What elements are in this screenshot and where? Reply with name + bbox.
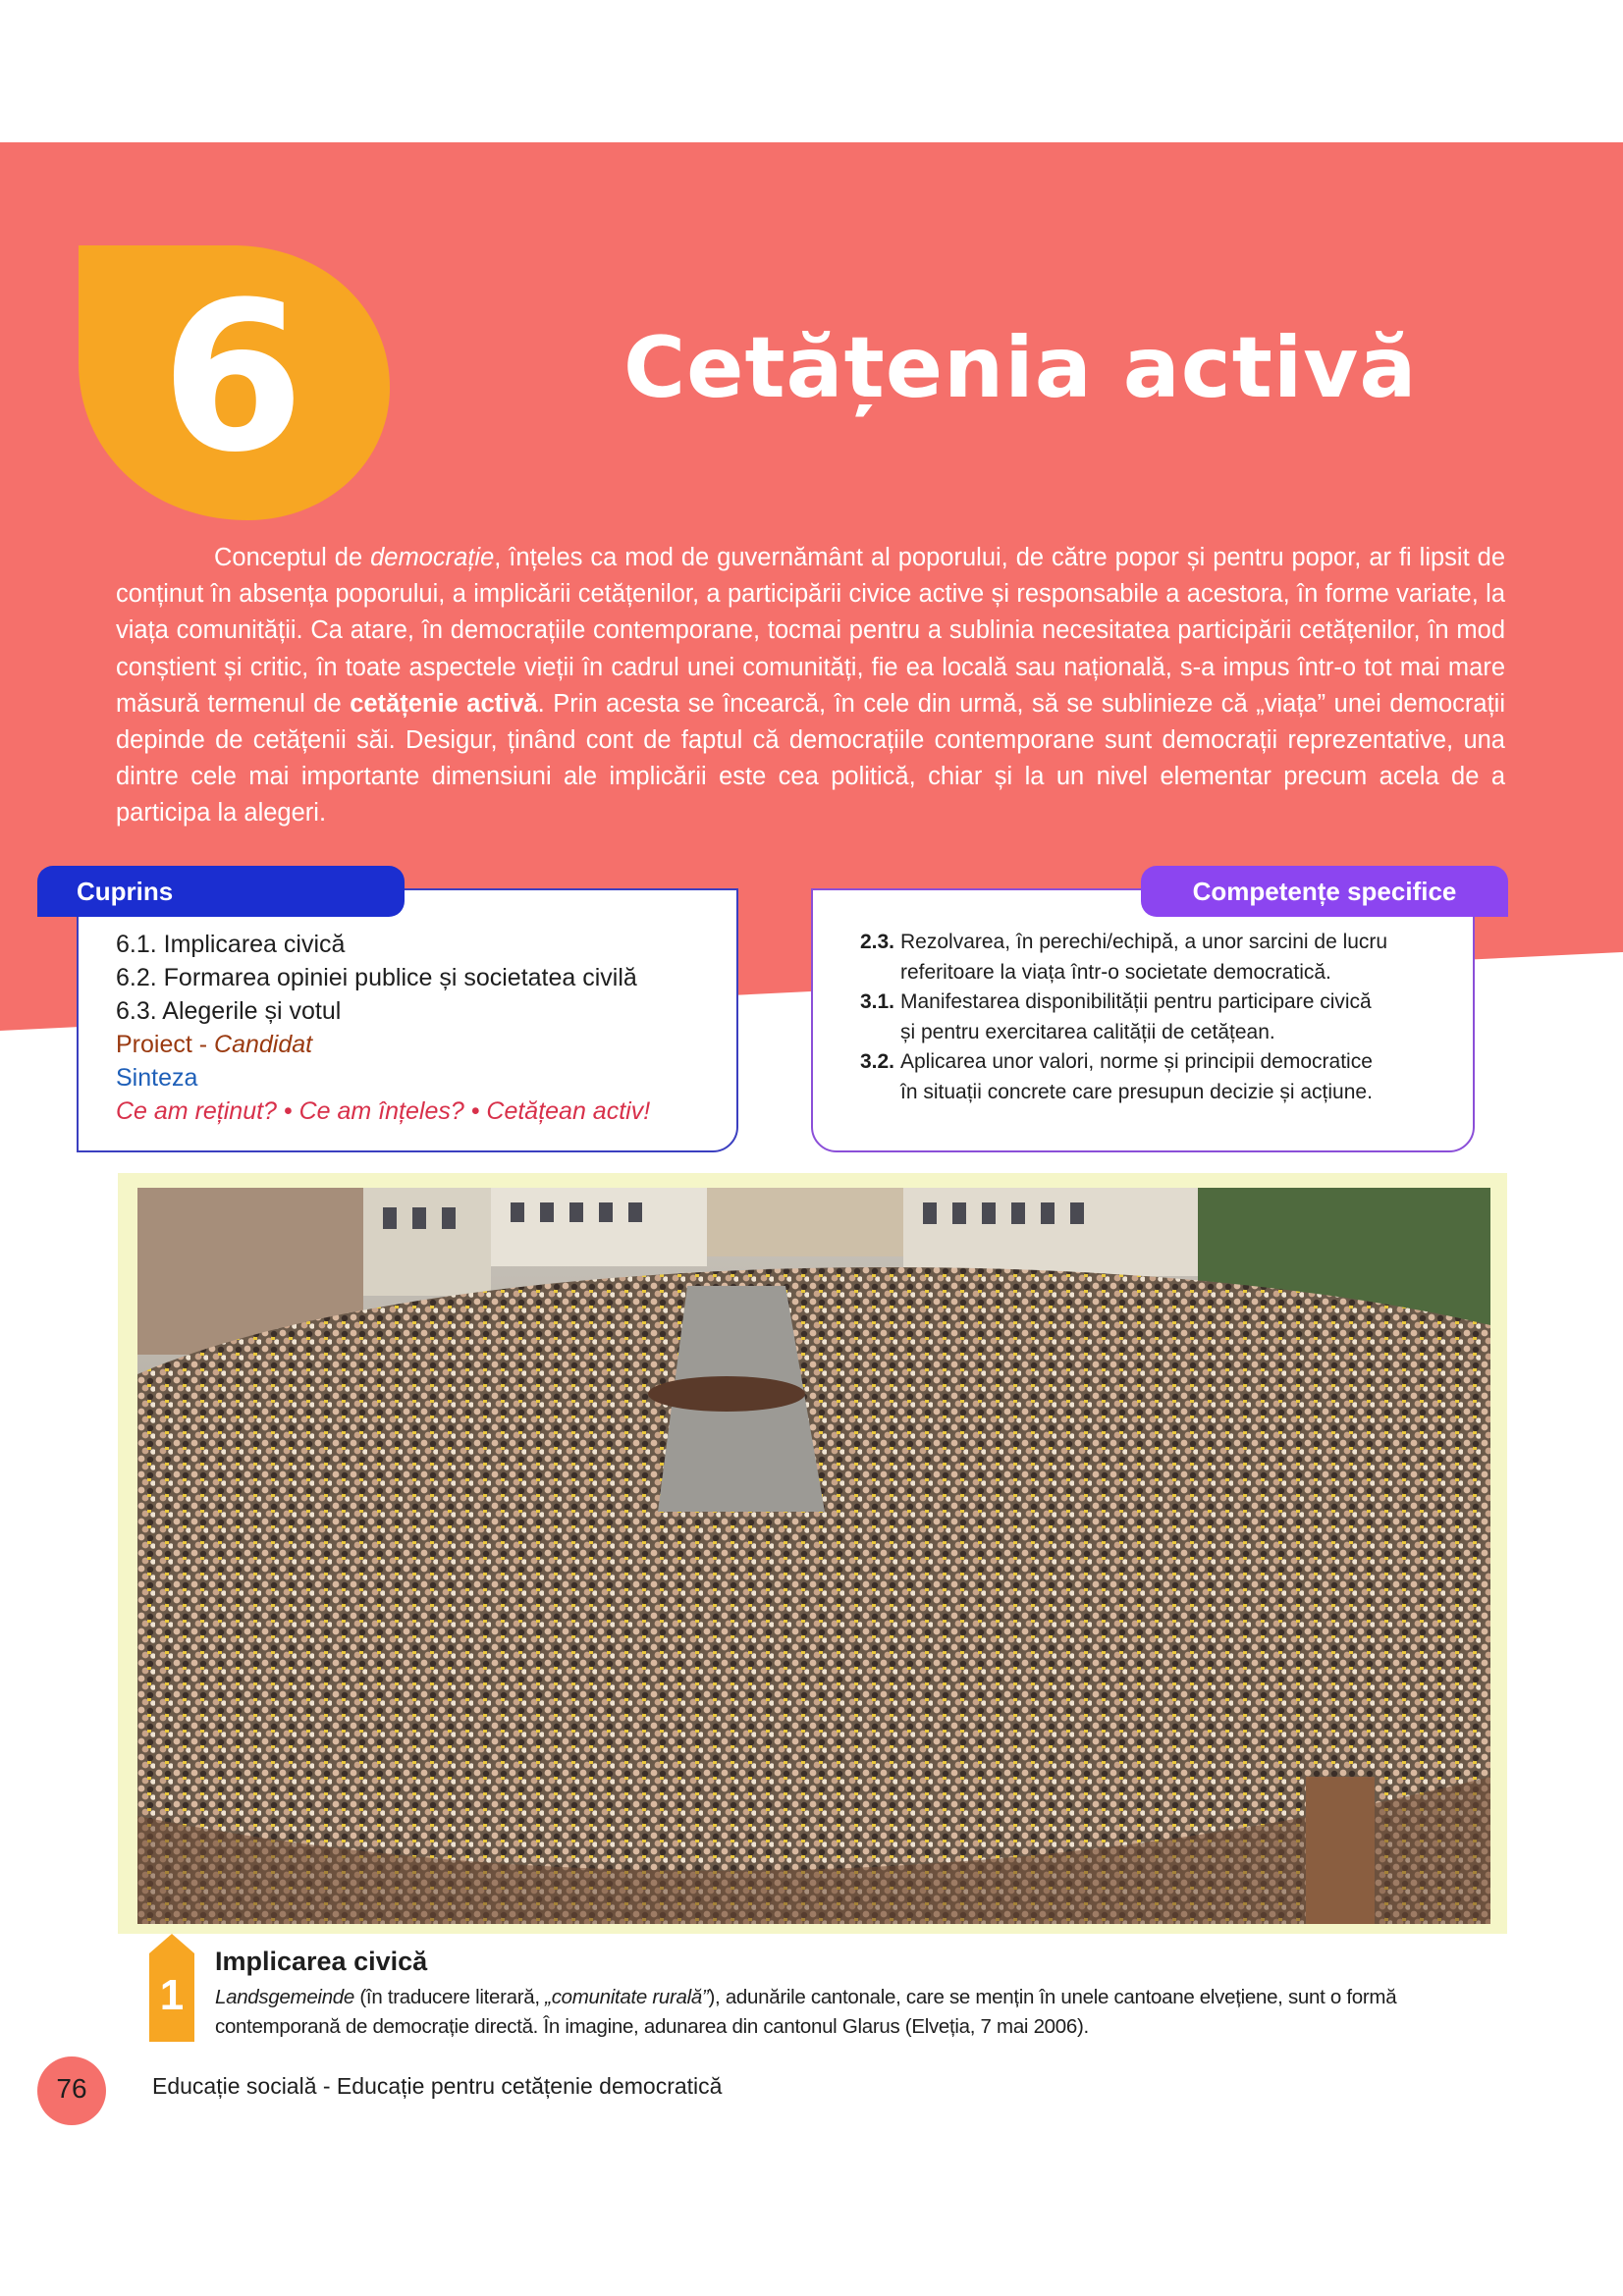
figure-number: 1 xyxy=(159,1971,185,2019)
competenta-item: 3.1. Manifestarea disponibilității pentru participare civică și pentru exercitarea calității de cetățean. xyxy=(859,990,1372,1043)
chapter-title: Cetățenia activă xyxy=(623,319,1418,417)
toc-item[interactable]: 6.3. Alegerile și votul xyxy=(116,997,342,1025)
competente-tab: Competențe specifice xyxy=(1141,866,1508,917)
page-number: 76 xyxy=(56,2073,87,2104)
figure-title: Implicarea civică xyxy=(215,1947,428,1976)
toc-sinteza[interactable]: Sinteza xyxy=(116,1064,198,1092)
chapter-number: 6 xyxy=(160,257,305,498)
toc-review[interactable]: Ce am reținut? • Ce am înțeles? • Cetățean activ! xyxy=(116,1097,651,1125)
toc-item[interactable]: 6.1. Implicarea civică xyxy=(116,931,346,958)
competente-list xyxy=(850,928,1449,1107)
cuprins-tab: Cuprins xyxy=(37,866,405,917)
table-of-contents xyxy=(116,928,650,1128)
figure-caption: Landsgemeinde (în traducere literară, „comunitate rurală”), adunările cantonale, care se mențin în unele cantoane elvețiene, sunt o formă contemporană de democrație directă. În imagine, adunarea din cantonul Glarus (Elveția, 7 mai 2006). xyxy=(215,1986,1397,2038)
footer-title: Educație socială - Educație pentru cetățenie democratică xyxy=(152,2073,723,2099)
toc-proiect[interactable]: Proiect - Candidat xyxy=(116,1031,313,1058)
competenta-item: 3.2. Aplicarea unor valori, norme și principii democratice în situații concrete care presupun decizie și acțiune. xyxy=(859,1050,1373,1103)
competenta-item: 2.3. Rezolvarea, în perechi/echipă, a unor sarcini de lucru referitoare la viața într-o societate democratică. xyxy=(859,931,1388,984)
landsgemeinde-crowd-photo xyxy=(137,1188,1490,1924)
intro-paragraph: Conceptul de democrație, înțeles ca mod de guvernământ al poporului, de către popor și pentru popor, ar fi lipsit de conținut în absența poporului, a implicării cetățenilor, a participării civice active și responsabile a acestora, în forme variate, la viața comunității. Ca atare, în democrațiile contemporane, tocmai pentru a sublinia necesitatea participării cetățenilor, în mod conștient și critic, în toate aspectele vieții în cadrul unei comunități, fie ea locală sau națională, s-a impus într-o tot mai mare măsură termenul de cetățenie activă. Prin acesta se încearcă, în cele din urmă, să se sublinieze că „viața” unei democrații depinde de cetățenii săi. Desigur, ținând cont de faptul că democrațiile contemporane sunt democrații reprezentative, una dintre cele mai importante dimensiuni ale implicării este cea politică, chiar și la un nivel elementar precum acela de a participa la alegeri. xyxy=(116,544,1506,828)
toc-item[interactable]: 6.2. Formarea opiniei publice și societatea civilă xyxy=(116,964,637,991)
